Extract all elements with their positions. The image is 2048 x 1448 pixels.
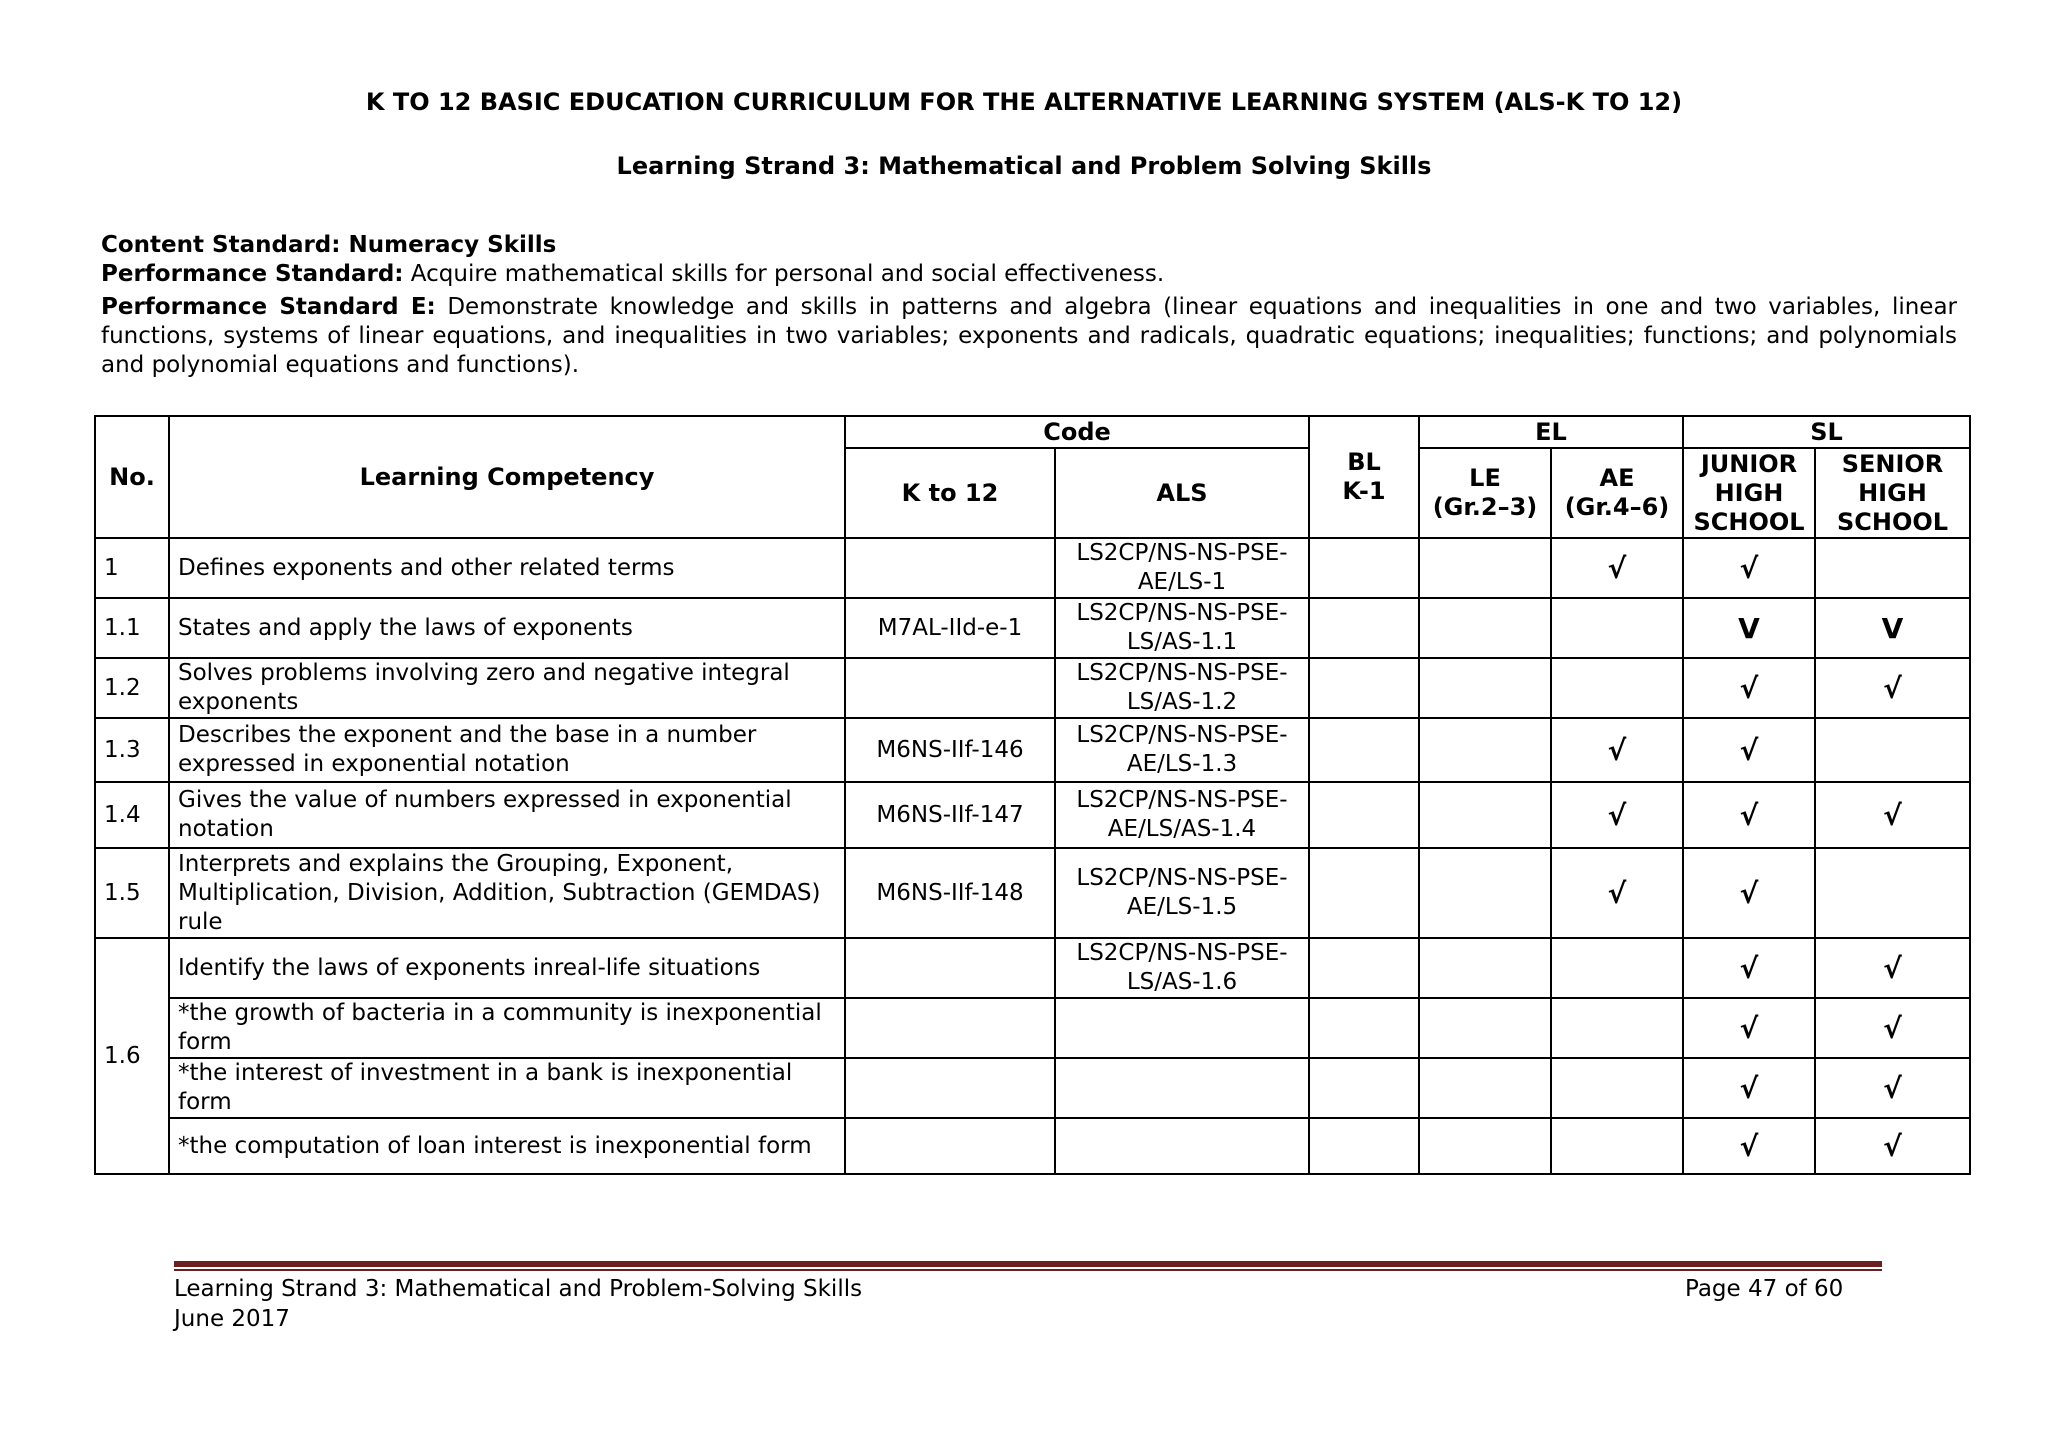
row-competency: Describes the exponent and the base in a number expressed in exponential notation [169,718,845,782]
row-shs-mark: √ [1815,658,1970,718]
row-bl-mark [1309,718,1419,782]
document-subtitle: Learning Strand 3: Mathematical and Problem Solving Skills [616,152,1432,180]
row-ae-mark [1551,598,1683,658]
row-bl-mark [1309,1058,1419,1118]
row-competency: *the interest of investment in a bank is inexponential form [169,1058,845,1118]
table-row [95,1118,1970,1174]
row-ae-mark: √ [1551,718,1683,782]
header-shs [1815,448,1970,538]
footer-date: June 2017 [174,1306,290,1332]
row-k12-code: M6NS-IIf-148 [845,848,1055,938]
row-competency: *the growth of bacteria in a community is inexponential form [169,998,845,1058]
row-jhs-mark: √ [1683,938,1815,998]
row-no: 1 [95,538,169,598]
row-shs-mark [1815,848,1970,938]
row-le-mark [1419,598,1551,658]
table-row [95,848,1970,938]
header-jhs-line3: SCHOOL [1693,507,1805,536]
row-ae-mark [1551,1058,1683,1118]
table-row [95,718,1970,782]
table-row [95,1058,1970,1118]
performance-standard-text: Acquire mathematical skills for personal and social effectiveness. [403,261,1165,287]
row-k12-code [845,658,1055,718]
row-le-mark [1419,1058,1551,1118]
row-no: 1.2 [95,658,169,718]
row-shs-mark: √ [1815,998,1970,1058]
header-shs-line3: SCHOOL [1836,507,1949,536]
row-k12-code [845,938,1055,998]
header-le-line2: (Gr.2–3) [1432,493,1538,521]
performance-standard-e-text: Demonstrate knowledge and skills in patterns and algebra (linear equations and inequalities in one and two variables, linear functions, systems of linear equations, and inequalities in two variables; exponents and radicals, quadratic equations; inequalities; functions; and polynomials and polynomial equations and functions). [101,294,1957,378]
performance-standard-e [101,293,1957,380]
page-number: Page 47 of 60 [1685,1276,1844,1302]
row-competency: Defines exponents and other related terms [169,538,845,598]
row-le-mark [1419,782,1551,848]
row-le-mark [1419,848,1551,938]
row-bl-mark [1309,598,1419,658]
table-row [95,598,1970,658]
row-k12-code [845,538,1055,598]
row-als-code [1055,1118,1309,1174]
row-jhs-mark: √ [1683,848,1815,938]
row-bl-mark [1309,538,1419,598]
row-k12-code: M7AL-IId-e-1 [845,598,1055,658]
row-shs-mark: √ [1815,938,1970,998]
row-shs-mark: √ [1815,782,1970,848]
performance-standard-label: Performance Standard: [101,261,404,287]
table-row [95,938,1970,998]
footer-strand: Learning Strand 3: Mathematical and Problem-Solving Skills [174,1276,863,1302]
header-shs-line1: SENIOR [1841,449,1944,478]
row-ae-mark [1551,1118,1683,1174]
header-jhs-line2: HIGH [1714,478,1784,507]
header-le-line1: LE [1469,464,1501,492]
header-shs-line2: HIGH [1858,478,1927,507]
row-als-code: LS2CP/NS-NS-PSE-AE/LS/AS-1.4 [1055,782,1309,848]
row-shs-mark: V [1815,598,1970,658]
row-no: 1.1 [95,598,169,658]
row-jhs-mark: √ [1683,998,1815,1058]
row-k12-code [845,1118,1055,1174]
row-k12-code: M6NS-IIf-146 [845,718,1055,782]
row-als-code [1055,998,1309,1058]
competency-table [94,415,1971,1175]
header-jhs-line1: JUNIOR [1700,449,1798,478]
row-jhs-mark: √ [1683,718,1815,782]
row-bl-mark [1309,938,1419,998]
footer-rule [174,1261,1882,1267]
header-jhs [1683,448,1815,538]
content-standard: Content Standard: Numeracy Skills [101,232,557,258]
performance-standard [101,260,1957,289]
row-bl-mark [1309,1118,1419,1174]
row-le-mark [1419,938,1551,998]
row-shs-mark [1815,538,1970,598]
row-shs-mark: √ [1815,1118,1970,1174]
document-title: K TO 12 BASIC EDUCATION CURRICULUM FOR THE ALTERNATIVE LEARNING SYSTEM (ALS-K TO 12) [365,88,1683,116]
footer-rule-thin [174,1269,1882,1271]
row-ae-mark [1551,658,1683,718]
header-code: Code [845,416,1309,448]
header-no: No. [95,416,169,538]
header-k12: K to 12 [845,448,1055,538]
row-no: 1.4 [95,782,169,848]
row-als-code: LS2CP/NS-NS-PSE-AE/LS-1.5 [1055,848,1309,938]
row-ae-mark [1551,938,1683,998]
table-row [95,782,1970,848]
standards-block [101,231,1957,380]
row-competency: *the computation of loan interest is inexponential form [169,1118,845,1174]
row-als-code [1055,1058,1309,1118]
row-competency: Identify the laws of exponents inreal-life situations [169,938,845,998]
table-body [95,538,1970,1174]
header-ae-line2: (Gr.4–6) [1564,493,1670,521]
table-row [95,538,1970,598]
row-als-code: LS2CP/NS-NS-PSE-AE/LS-1.3 [1055,718,1309,782]
row-no: 1.3 [95,718,169,782]
row-bl-mark [1309,998,1419,1058]
row-bl-mark [1309,658,1419,718]
header-sl: SL [1683,416,1970,448]
row-jhs-mark: V [1683,598,1815,658]
header-als: ALS [1055,448,1309,538]
row-jhs-mark: √ [1683,1058,1815,1118]
row-ae-mark [1551,998,1683,1058]
row-le-mark [1419,718,1551,782]
header-bl [1309,416,1419,538]
header-bl-line1: BL [1347,448,1381,476]
row-no: 1.5 [95,848,169,938]
header-le [1419,448,1551,538]
row-jhs-mark: √ [1683,782,1815,848]
row-als-code: LS2CP/NS-NS-PSE-AE/LS-1 [1055,538,1309,598]
row-le-mark [1419,1118,1551,1174]
row-als-code: LS2CP/NS-NS-PSE-LS/AS-1.2 [1055,658,1309,718]
row-ae-mark: √ [1551,782,1683,848]
row-k12-code: M6NS-IIf-147 [845,782,1055,848]
footer-left [174,1274,862,1334]
table-row [95,998,1970,1058]
row-bl-mark [1309,848,1419,938]
row-le-mark [1419,998,1551,1058]
header-el: EL [1419,416,1683,448]
row-ae-mark: √ [1551,538,1683,598]
header-bl-line2: K-1 [1342,477,1386,505]
row-competency: Solves problems involving zero and negative integral exponents [169,658,845,718]
table-header [95,416,1970,538]
row-competency: States and apply the laws of exponents [169,598,845,658]
row-no: 1.6 [95,938,169,1174]
row-jhs-mark: √ [1683,1118,1815,1174]
row-k12-code [845,998,1055,1058]
table-row [95,658,1970,718]
row-k12-code [845,1058,1055,1118]
row-le-mark [1419,538,1551,598]
header-ae [1551,448,1683,538]
row-als-code: LS2CP/NS-NS-PSE-LS/AS-1.1 [1055,598,1309,658]
performance-standard-e-label: Performance Standard E: [101,294,436,320]
row-shs-mark: √ [1815,1058,1970,1118]
header-ae-line1: AE [1599,464,1635,492]
row-competency: Interprets and explains the Grouping, Exponent, Multiplication, Division, Addition, Subtraction (GEMDAS) rule [169,848,845,938]
header-competency: Learning Competency [169,416,845,538]
row-le-mark [1419,658,1551,718]
row-jhs-mark: √ [1683,658,1815,718]
row-ae-mark: √ [1551,848,1683,938]
row-competency: Gives the value of numbers expressed in exponential notation [169,782,845,848]
row-als-code: LS2CP/NS-NS-PSE-LS/AS-1.6 [1055,938,1309,998]
row-shs-mark [1815,718,1970,782]
row-bl-mark [1309,782,1419,848]
row-jhs-mark: √ [1683,538,1815,598]
